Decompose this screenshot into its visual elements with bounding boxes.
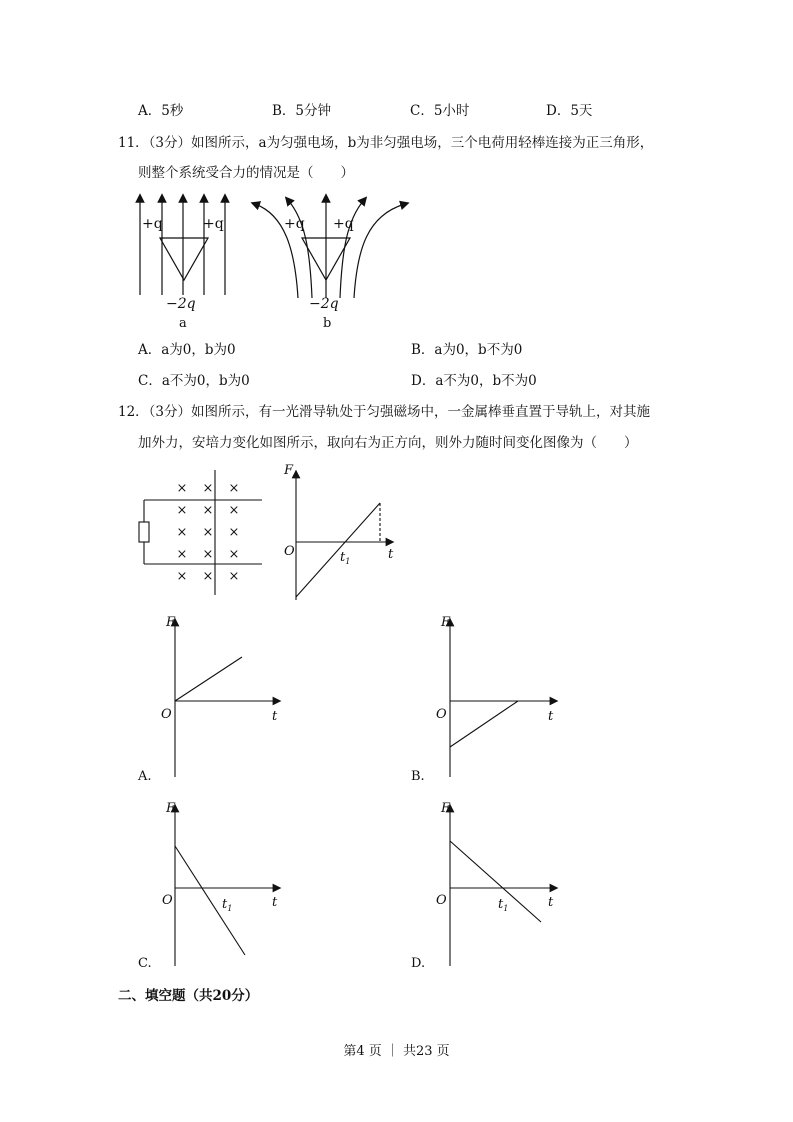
q12-option-d-label: D. <box>411 956 426 971</box>
q12b-origin: O <box>436 707 447 722</box>
q11-option-a: A．a为0，b为0 <box>138 342 236 358</box>
field-cross-mark: × <box>176 569 188 584</box>
field-cross-mark: × <box>176 547 188 562</box>
section-title-fill-in: 二、填空题（共20分） <box>118 988 259 1004</box>
q12c-axis-t: t <box>272 895 278 910</box>
q12-option-a-label: A. <box>138 769 152 784</box>
q11-figure-nonuniform-field <box>250 190 420 330</box>
q12-rail-figure <box>134 470 269 605</box>
q10-option-c: C．5小时 <box>410 103 470 119</box>
q11b-charge-left: +q <box>284 216 305 232</box>
q12a-axis-t: t <box>272 709 278 724</box>
q12d-t1: $t_1$ <box>498 897 509 913</box>
q11a-label: a <box>179 316 187 331</box>
q12-option-c-label: C. <box>138 956 152 971</box>
field-cross-mark: × <box>176 525 188 540</box>
q12-given-t1: $t_1$ <box>340 550 351 566</box>
q12-option-b-label: B. <box>411 769 425 784</box>
q11b-charge-bottom: −2q <box>309 296 339 312</box>
field-cross-mark: × <box>176 503 188 518</box>
q11b-charge-right: +q <box>333 216 354 232</box>
q10-option-b: B．5分钟 <box>272 103 332 119</box>
q10-option-d: D．5天 <box>546 103 593 119</box>
q12c-axis-f: F <box>166 801 176 816</box>
q11a-charge-left: +q <box>142 216 163 232</box>
q11-option-c: C．a不为0，b为0 <box>138 373 250 389</box>
q12-given-graph <box>282 460 402 610</box>
field-cross-mark: × <box>202 547 214 562</box>
q12a-axis-f: F <box>166 615 176 630</box>
field-cross-mark: × <box>228 547 240 562</box>
q12d-axis-t: t <box>548 895 554 910</box>
q12-given-axis-t: t <box>388 547 394 562</box>
field-cross-mark: × <box>202 525 214 540</box>
field-cross-mark: × <box>202 503 214 518</box>
field-cross-mark: × <box>228 569 240 584</box>
q12-stem-line1: 12．（3分）如图所示，有一光滑导轨处于匀强磁场中，一金属棒垂直置于导轨上，对其施 <box>118 404 651 420</box>
q11a-charge-right: +q <box>203 216 224 232</box>
q11-option-b: B．a为0，b不为0 <box>411 342 523 358</box>
q12-option-d-graph <box>408 798 558 971</box>
q12-option-b-graph <box>408 612 558 782</box>
q11-figure-uniform-field <box>130 190 240 330</box>
field-cross-mark: × <box>228 481 240 496</box>
q11a-charge-bottom: −2q <box>166 296 196 312</box>
q12-option-a-graph <box>134 612 284 782</box>
q12-given-origin: O <box>284 544 295 559</box>
field-cross-mark: × <box>176 481 188 496</box>
q12-stem-line2: 加外力，安培力变化如图所示，取向右为正方向，则外力随时间变化图像为（ ） <box>138 435 638 451</box>
q10-option-a: A．5秒 <box>138 103 184 119</box>
field-cross-mark: × <box>228 525 240 540</box>
q12b-axis-f: F <box>441 615 451 630</box>
field-cross-mark: × <box>228 503 240 518</box>
q12b-axis-t: t <box>548 709 554 724</box>
q12c-origin: O <box>162 893 173 908</box>
q12d-origin: O <box>436 893 447 908</box>
q11-stem-line2: 则整个系统受合力的情况是（ ） <box>138 165 354 181</box>
field-cross-mark: × <box>202 481 214 496</box>
q12d-axis-f: F <box>441 801 451 816</box>
field-cross-mark: × <box>202 569 214 584</box>
q12-option-c-graph <box>134 798 284 971</box>
q12c-t1: $t_1$ <box>222 897 233 913</box>
q11-option-d: D．a不为0，b不为0 <box>411 373 537 389</box>
q11b-label: b <box>323 316 332 331</box>
q12a-origin: O <box>161 707 172 722</box>
q11-stem-line1: 11．（3分）如图所示，a为匀强电场，b为非匀强电场，三个电荷用轻棒连接为正三角形， <box>118 135 654 151</box>
page-footer: 第4 页 ｜ 共23 页 <box>343 1044 450 1059</box>
q12-given-axis-f: F <box>284 463 294 478</box>
